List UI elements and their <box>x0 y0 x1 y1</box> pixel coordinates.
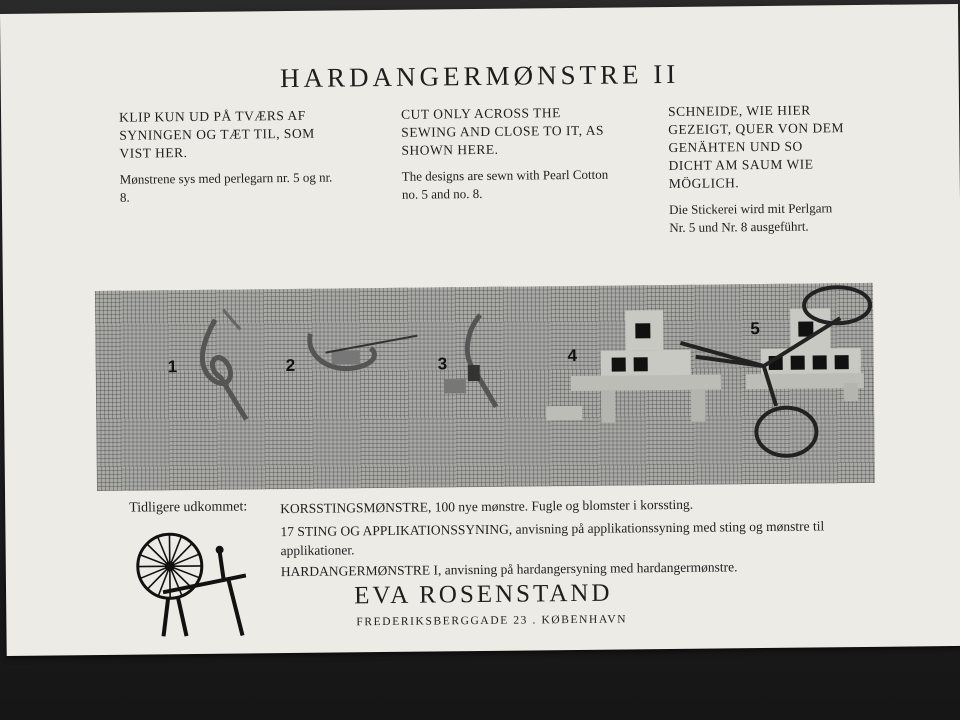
booklet-page <box>0 4 960 656</box>
step-number-1: 1 <box>167 357 178 377</box>
english-body: The designs are sewn with Pearl Cotton no. 5 and no. 8. <box>401 166 609 202</box>
danish-heading: KLIP KUN UD PÅ TVÆRS AF SYNINGEN OG TÆT TIL, SOM VIST HER. <box>119 107 315 161</box>
danish-instructions <box>119 107 335 207</box>
thread-loop-1 <box>202 319 246 419</box>
page-title: HARDANGERMØNSTRE II <box>279 58 680 94</box>
english-heading: CUT ONLY ACROSS THE SEWING AND CLOSE TO IT, AS SHOWN HERE. <box>400 105 605 158</box>
publisher-address: FREDERIKSBERGGADE 23 . KØBENHAVN <box>356 613 628 629</box>
german-instructions <box>668 101 849 237</box>
english-instructions <box>401 104 617 204</box>
spinning-wheel-icon <box>127 531 253 642</box>
step-number-2: 2 <box>285 355 296 376</box>
hardanger-block-4 <box>545 309 721 423</box>
previously-published-label: Tidligere udkommet: <box>129 499 248 516</box>
german-body: Die Stickerei wird mit Perlgarn Nr. 5 und Nr. 8 ausgeführt. <box>669 200 833 236</box>
embroidery-photo <box>95 283 875 491</box>
step-number-5: 5 <box>750 319 760 339</box>
publisher-name: EVA ROSENSTAND <box>353 579 613 610</box>
german-heading: SCHNEIDE, WIE HIER GEZEIGT, QUER VON DEM GENÄHTEN UND SO DICHT AM SAUM WIE MÖGLICH. <box>667 102 845 192</box>
publication-item: 17 STING OG APPLIKATIONSSYNING, anvisning på applikationssyning med sting og mønstre til applikationer. <box>280 518 825 559</box>
step-number-3: 3 <box>437 354 448 374</box>
thread-loop-3 <box>467 315 496 407</box>
danish-body: Mønstrene sys med perlegarn nr. 5 og nr. 8. <box>119 169 333 205</box>
publication-item: KORSSTINGSMØNSTRE, 100 nye mønstre. Fugle og blomster i korssting. <box>280 496 694 517</box>
step-number-4: 4 <box>567 345 578 366</box>
publication-item: HARDANGERMØNSTRE I, anvisning på hardangersyning med hardangermønstre. <box>280 559 738 580</box>
